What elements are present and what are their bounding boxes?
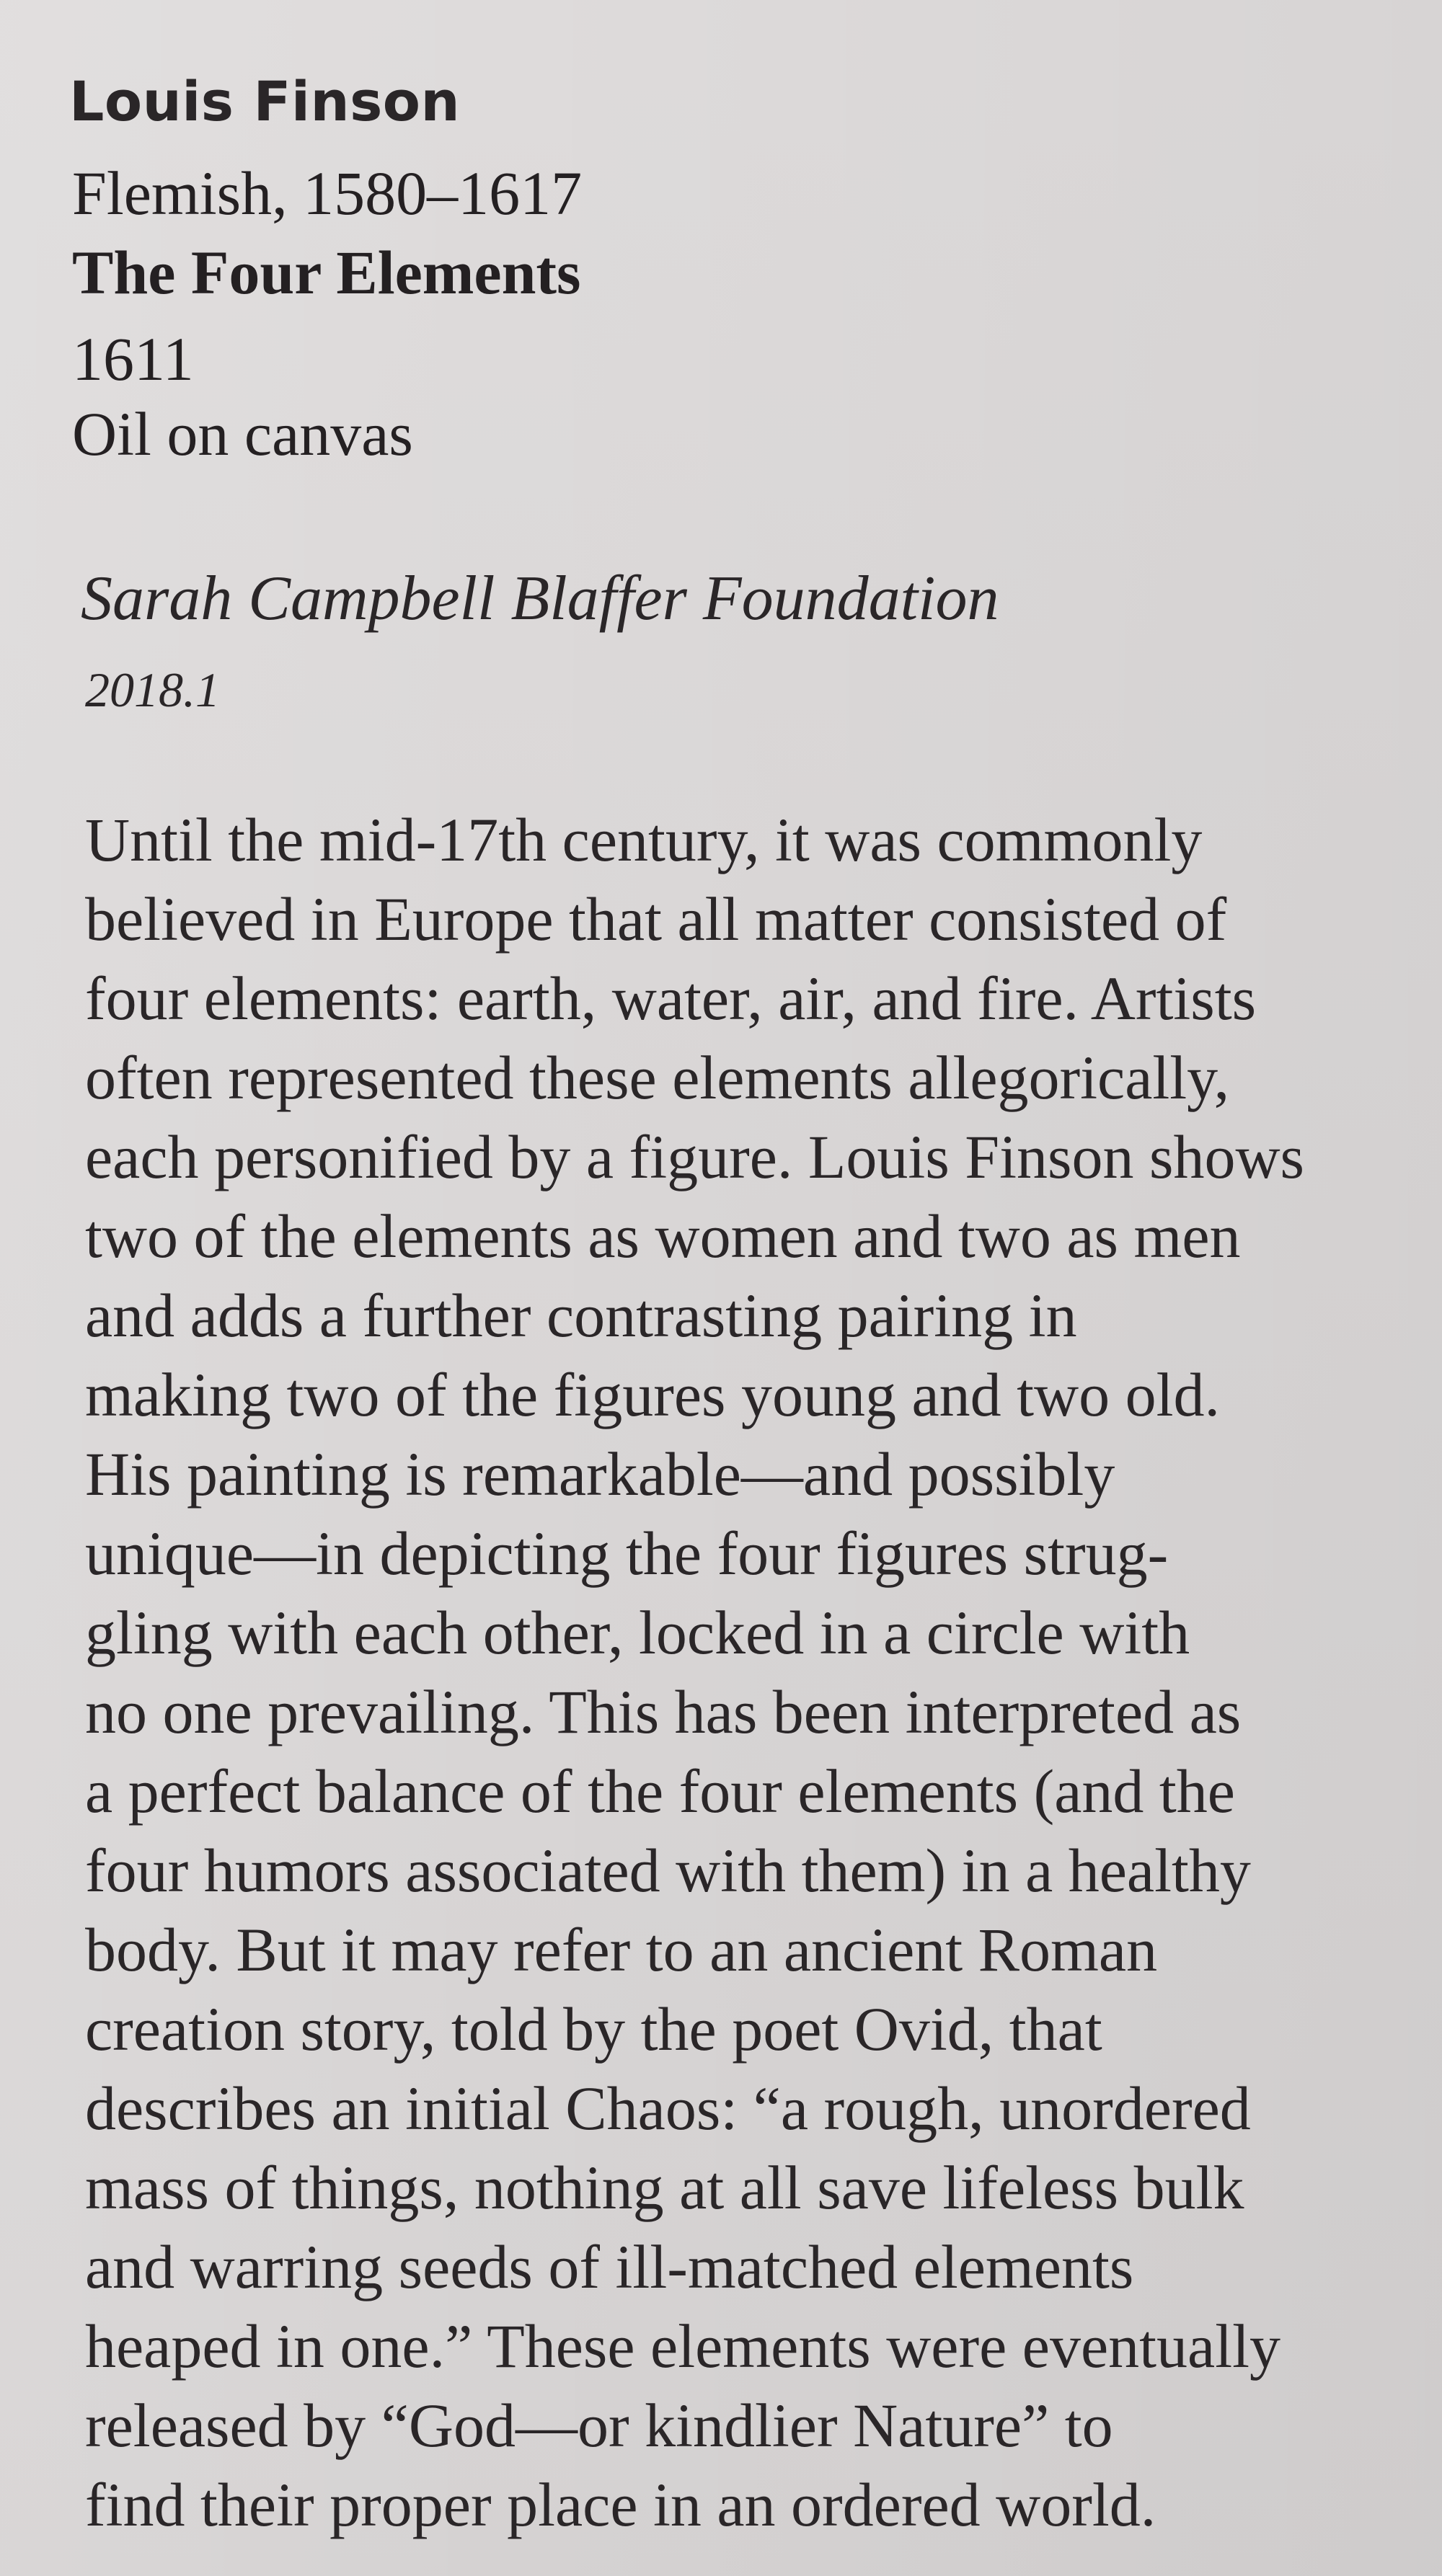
description-line: a perfect balance of the four elements (and the bbox=[85, 1756, 1235, 1826]
description-line: each personified by a figure. Louis Finson shows bbox=[85, 1122, 1305, 1191]
description-line: His painting is remarkable—and possibly bbox=[85, 1439, 1115, 1509]
artwork-medium: Oil on canvas bbox=[72, 399, 413, 468]
description-line: and adds a further contrasting pairing in bbox=[85, 1281, 1077, 1350]
description-line: Until the mid-17th century, it was commonly bbox=[85, 805, 1203, 874]
artist-nationality-dates: Flemish, 1580–1617 bbox=[72, 159, 583, 228]
description-line: four humors associated with them) in a healthy bbox=[85, 1836, 1251, 1905]
description-line: unique—in depicting the four figures strug- bbox=[85, 1519, 1169, 1588]
description-line: heaped in one.” These elements were eventually bbox=[85, 2311, 1280, 2381]
accession-number: 2018.1 bbox=[85, 662, 220, 717]
description-line: body. But it may refer to an ancient Roman bbox=[85, 1915, 1158, 1984]
description-line: four elements: earth, water, air, and fire. Artists bbox=[85, 964, 1257, 1033]
description-line: often represented these elements allegorically, bbox=[85, 1043, 1230, 1112]
credit-line: Sarah Campbell Blaffer Foundation bbox=[81, 564, 999, 634]
description-line: mass of things, nothing at all save lifeless bulk bbox=[85, 2153, 1244, 2222]
description-line: find their proper place in an ordered world. bbox=[85, 2470, 1156, 2539]
artwork-title: The Four Elements bbox=[72, 238, 581, 307]
description-line: believed in Europe that all matter consisted of bbox=[85, 884, 1227, 954]
artwork-year: 1611 bbox=[72, 324, 194, 394]
description-line: no one prevailing. This has been interpreted as bbox=[85, 1677, 1242, 1746]
description-line: creation story, told by the poet Ovid, that bbox=[85, 1994, 1102, 2064]
description-line: released by “God—or kindlier Nature” to bbox=[85, 2391, 1113, 2460]
description-line: making two of the figures young and two old. bbox=[85, 1360, 1221, 1429]
artist-name: Louis Finson bbox=[69, 69, 461, 133]
description-line: and warring seeds of ill-matched elements bbox=[85, 2232, 1134, 2301]
description-line: describes an initial Chaos: “a rough, unordered bbox=[85, 2074, 1251, 2143]
description-paragraph bbox=[85, 800, 1376, 2544]
description-line: gling with each other, locked in a circle with bbox=[85, 1598, 1190, 1667]
description-line: two of the elements as women and two as men bbox=[85, 1202, 1241, 1271]
